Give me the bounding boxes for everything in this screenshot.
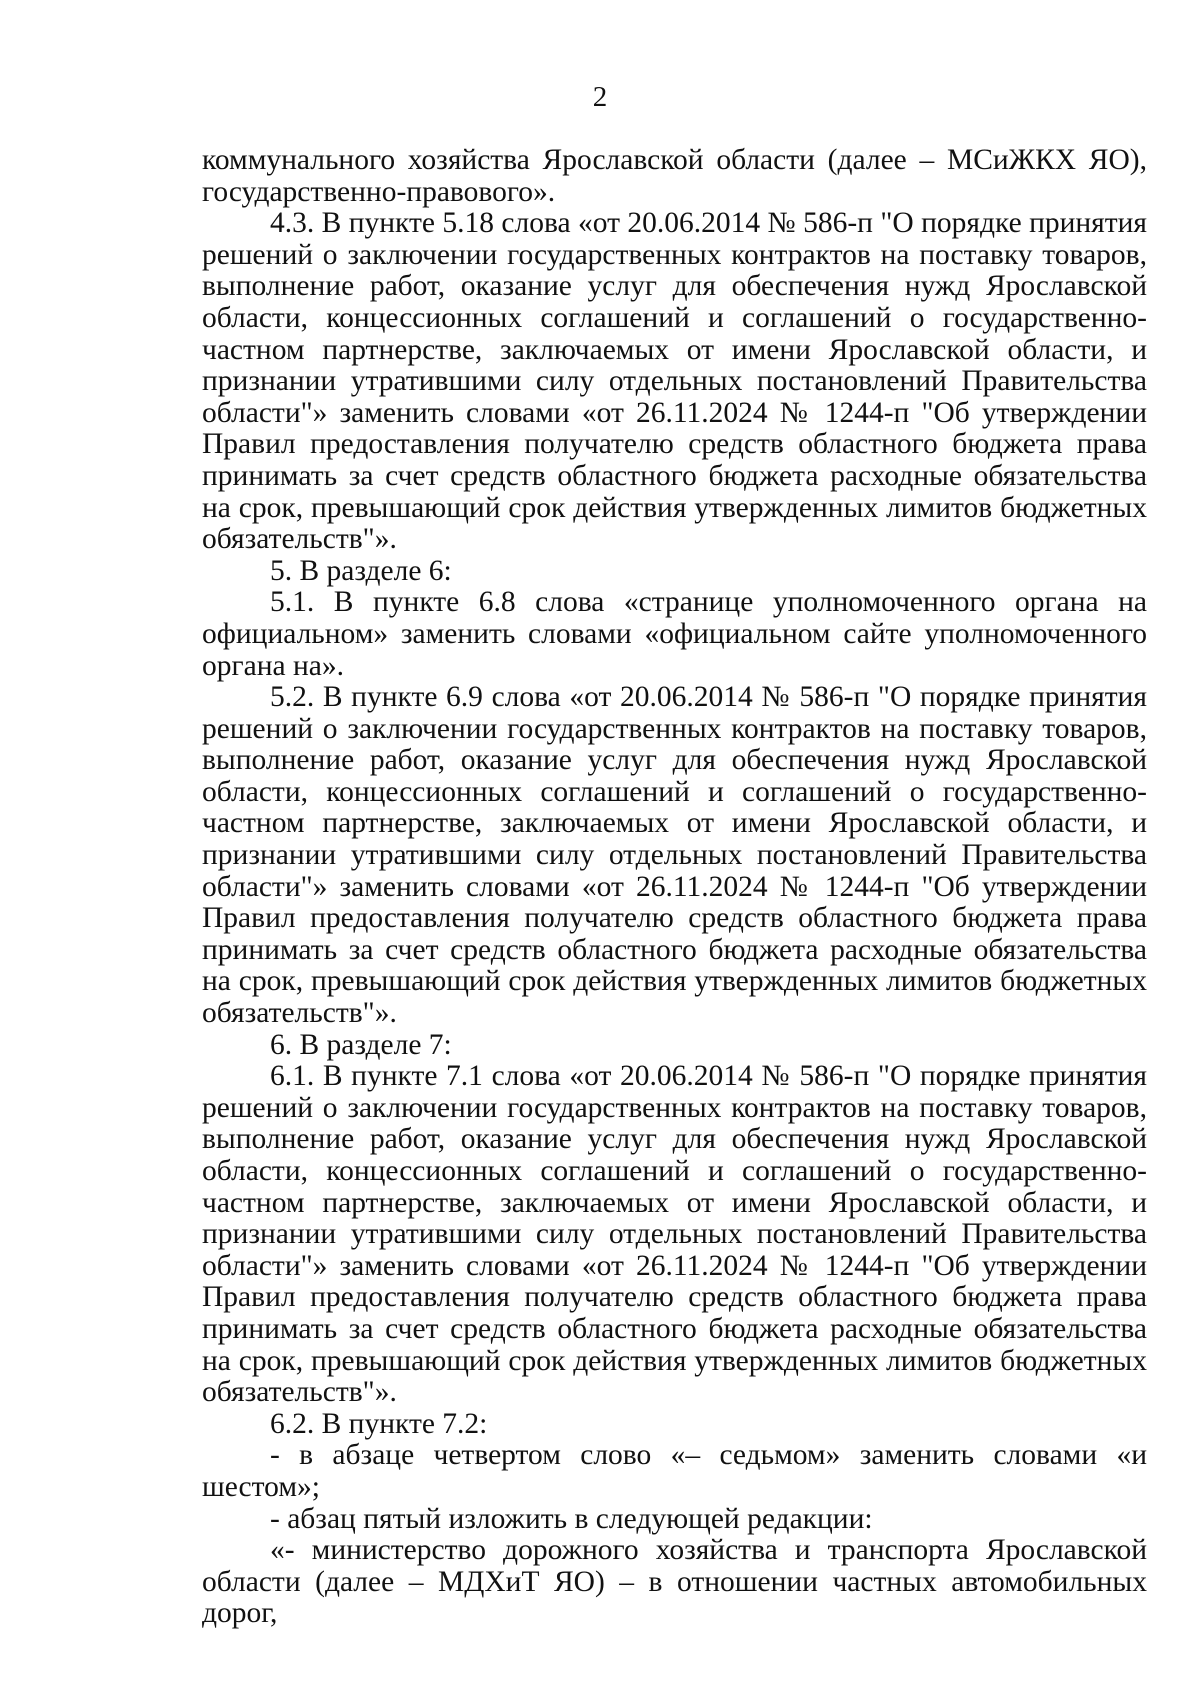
paragraph-6-2-item-2: - абзац пятый изложить в следующей редакции:	[270, 1502, 873, 1535]
paragraph-6-2: 6.2. В пункте 7.2:	[270, 1407, 488, 1440]
paragraph-6: 6. В разделе 7:	[270, 1028, 452, 1061]
paragraph-6-1: 6.1. В пункте 7.1 слова «от 20.06.2014 № 586-п "О порядке принятия решений о заключении государственных контрактов на поставку товаров, выполнение работ, оказание услуг для обеспечения нужд Ярославской области, концессионных соглашений и соглашений о государственно-частном партнерстве, заключаемых от имени Ярославской области, и признании утратившими силу отдельных постановлений Правительства области"» заменить словами «от 26.11.2024 № 1244-п "Об утверждении Правил предоставления получателю средств областного бюджета права принимать за счет средств областного бюджета расходные обязательства на срок, превышающий срок действия утвержденных лимитов бюджетных обязательств"».	[202, 1060, 1147, 1409]
paragraph-5-1: 5.1. В пункте 6.8 слова «странице уполномоченного органа на официальном» заменить словами «официальном сайте уполномоченного органа на».	[202, 586, 1147, 682]
paragraph-continuation: коммунального хозяйства Ярославской области (далее – МСиЖКХ ЯО), государственно-правового».	[202, 144, 1147, 208]
paragraph-new-wording: «- министерство дорожного хозяйства и транспорта Ярославской области (далее – МДХиТ ЯО) – в отношении частных автомобильных дорог,	[202, 1534, 1147, 1630]
paragraph-6-2-item-1: - в абзаце четвертом слово «– седьмом» заменить словами «и шестом»;	[202, 1439, 1147, 1503]
paragraph-4-3: 4.3. В пункте 5.18 слова «от 20.06.2014 № 586-п "О порядке принятия решений о заключении государственных контрактов на поставку товаров, выполнение работ, оказание услуг для обеспечения нужд Ярославской области, концессионных соглашений и соглашений о государственно-частном партнерстве, заключаемых от имени Ярославской области, и признании утратившими силу отдельных постановлений Правительства области"» заменить словами «от 26.11.2024 № 1244-п "Об утверждении Правил предоставления получателю средств областного бюджета права принимать за счет средств областного бюджета расходные обязательства на срок, превышающий срок действия утвержденных лимитов бюджетных обязательств"».	[202, 207, 1147, 556]
page-number: 2	[592, 81, 608, 113]
document-body	[202, 145, 1147, 1630]
paragraph-5-2: 5.2. В пункте 6.9 слова «от 20.06.2014 № 586-п "О порядке принятия решений о заключении государственных контрактов на поставку товаров, выполнение работ, оказание услуг для обеспечения нужд Ярославской области, концессионных соглашений и соглашений о государственно-частном партнерстве, заключаемых от имени Ярославской области, и признании утратившими силу отдельных постановлений Правительства области"» заменить словами «от 26.11.2024 № 1244-п "Об утверждении Правил предоставления получателю средств областного бюджета права принимать за счет средств областного бюджета расходные обязательства на срок, превышающий срок действия утвержденных лимитов бюджетных обязательств"».	[202, 681, 1147, 1030]
paragraph-5: 5. В разделе 6:	[270, 554, 452, 587]
